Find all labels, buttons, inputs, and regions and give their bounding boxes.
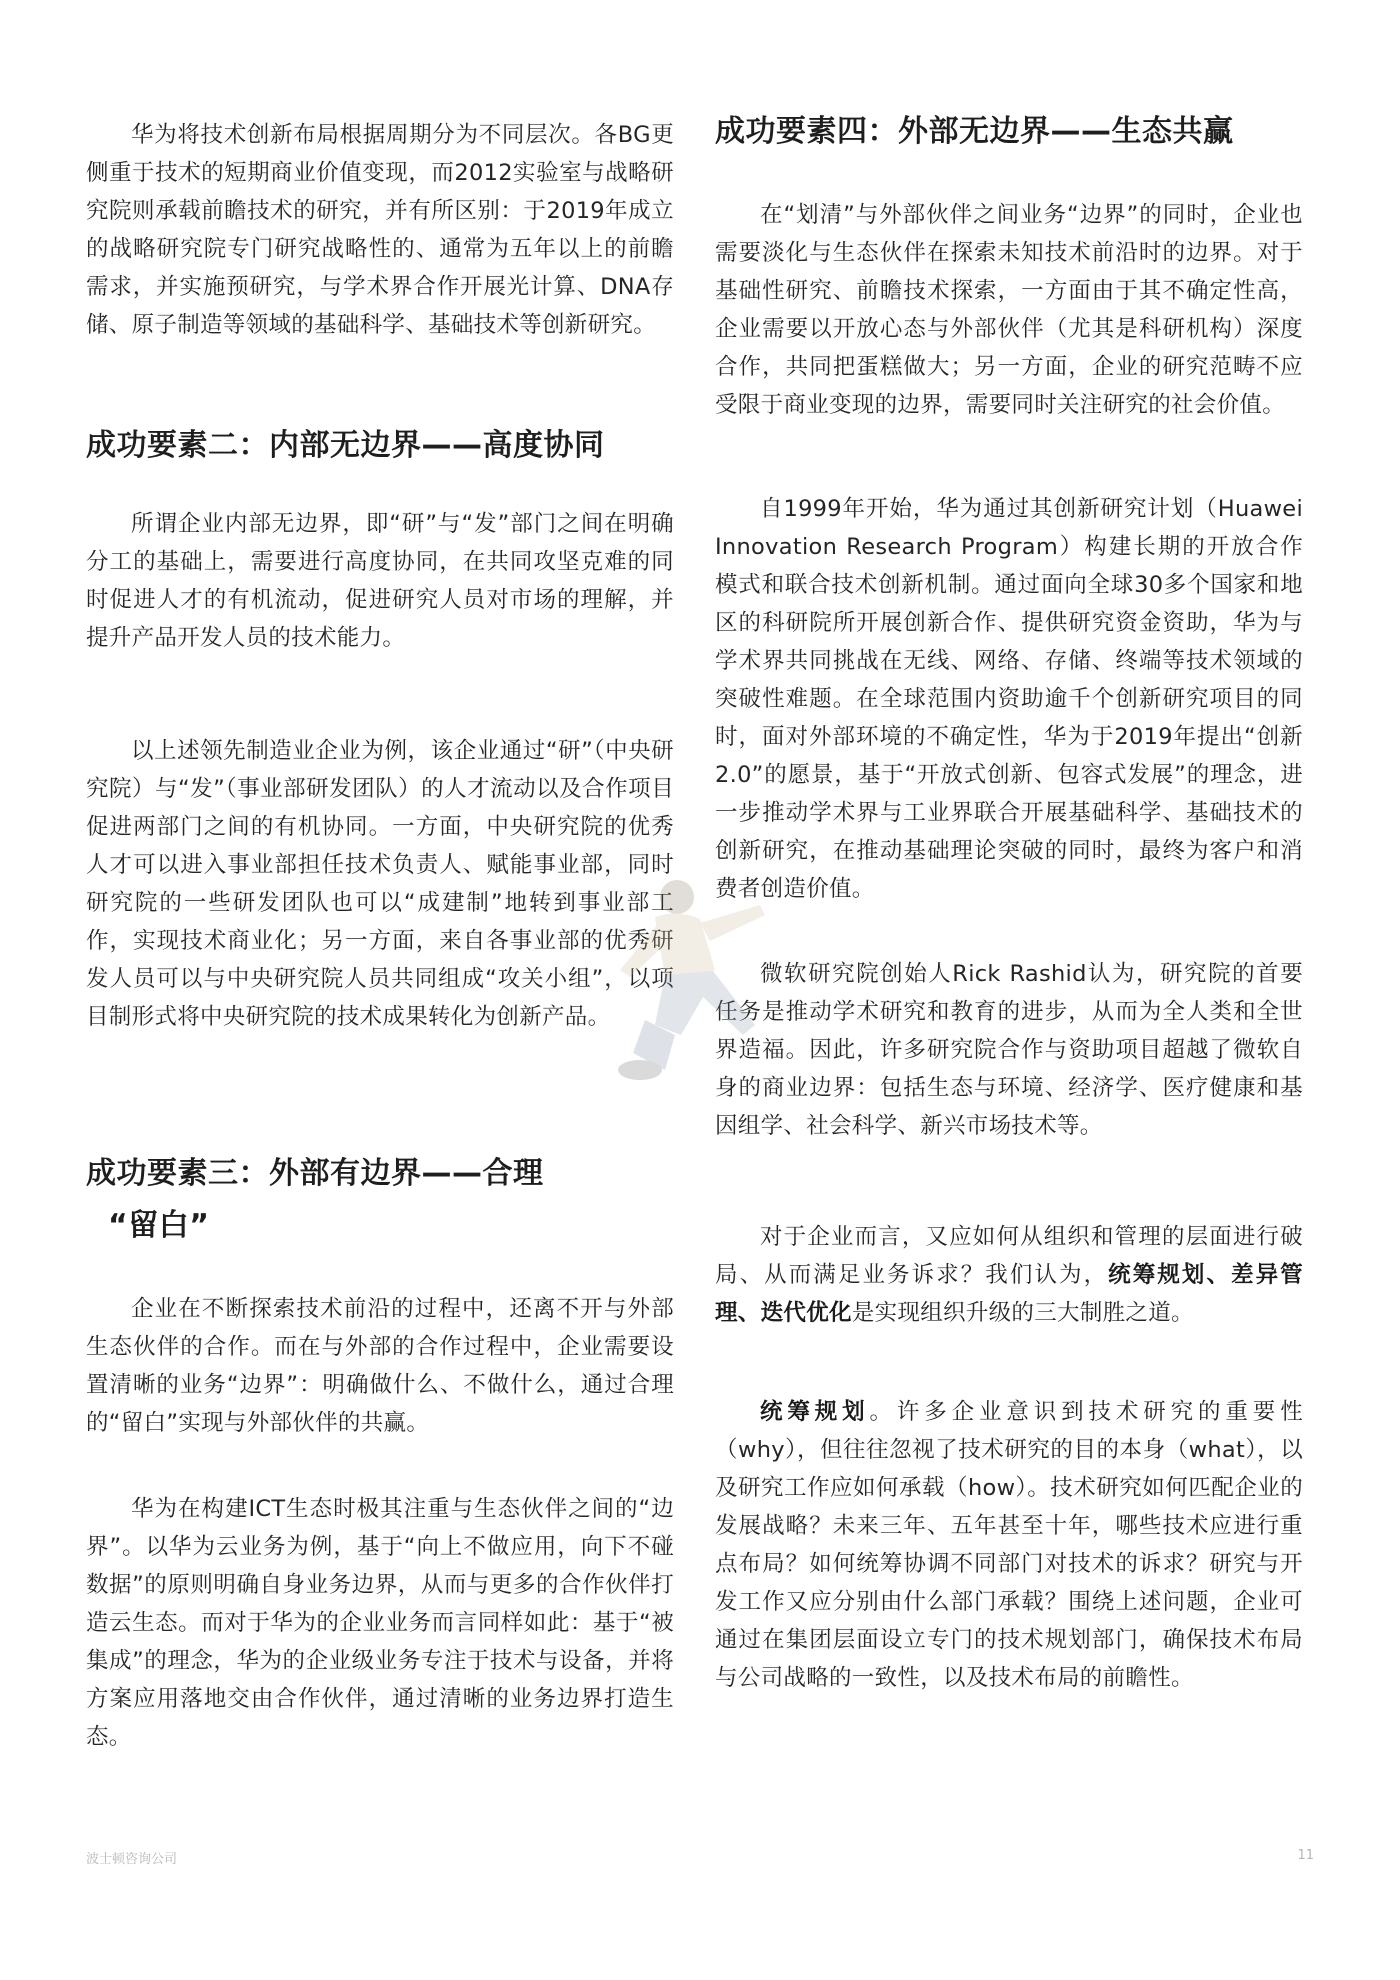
right-paragraph-5-text: 。许多企业意识到技术研究的重要性（why），但往往忽视了技术研究的目的本身（what），以及研究工作应如何承载（how）。技术研究如何匹配企业的发展战略？未来三年、五年甚至十年，哪些技术应进行重点布局？如何统筹协调不同部门对技术的诉求？研究与开发工作又应分别由什么部门承载？围绕上述问题，企业可通过在集团层面设立专门的技术规划部门，确保技术布局与公司战略的一致性，以及技术布局的前瞻性。 xyxy=(715,1399,1303,1691)
watermark-head xyxy=(660,880,694,914)
right-paragraph-3: 微软研究院创始人Rick Rashid认为，研究院的首要任务是推动学术研究和教育的进步，从而为全人类和全世界造福。因此，许多研究院合作与资助项目超越了微软自身的商业边界：包括生态与环境、经济学、医疗健康和基因组学、社会科学、新兴市场技术等。 xyxy=(715,961,1303,1139)
left-paragraph-2: 所谓企业内部无边界，即“研”与“发”部门之间在明确分工的基础上，需要进行高度协同，在共同攻坚克难的同时促进人才的有机流动，促进研究人员对市场的理解，并提升产品开发人员的技术能力。 xyxy=(86,511,674,651)
section-heading-4: 成功要素四：外部无边界——生态共赢 xyxy=(715,114,1234,149)
right-paragraph-2: 自1999年开始，华为通过其创新研究计划（Huawei Innovation Research Program）构建长期的开放合作模式和联合技术创新机制。通过面向全球30多个国家和地区的科研院所开展创新合作、提供研究资金资助，华为与学术界共同挑战在无线、网络、存储、终端等技术领域的突破性难题。在全球范围内资助逾千个创新研究项目的同时，面对外部环境的不确定性，华为于2019年提出“创新2.0”的愿景，基于“开放式创新、包容式发展”的理念，进一步推动学术界与工业界联合开展基础科学、基础技术的创新研究，在推动基础理论突破的同时，最终为客户和消费者创造价值。 xyxy=(715,496,1303,902)
right-paragraph-5 xyxy=(715,1393,1303,1697)
footer-publisher: 波士顿咨询公司 xyxy=(86,1852,178,1867)
footer-page-number: 11 xyxy=(1297,1848,1314,1863)
left-paragraph-3: 以上述领先制造业企业为例，该企业通过“研”（中央研究院）与“发”（事业部研发团队）的人才流动以及合作项目促进两部门之间的有机协同。一方面，中央研究院的优秀人才可以进入事业部担任技术负责人、赋能事业部，同时研究院的一些研发团队也可以“成建制”地转到事业部工作，实现技术商业化；另一方面，来自各事业部的优秀研发人员可以与中央研究院人员共同组成“攻关小组”，以项目制形式将中央研究院的技术成果转化为创新产品。 xyxy=(86,738,674,1030)
right-paragraph-4-text: 对于企业而言，又应如何从组织和管理的层面进行破局、从而满足业务诉求？我们认为， xyxy=(715,1224,1303,1288)
section-heading-3-line-2: “留白” xyxy=(108,1208,210,1243)
watermark-shoe xyxy=(618,1060,662,1080)
right-paragraph-4 xyxy=(715,1218,1303,1332)
right-paragraph-5-emphasis: 统筹规划 xyxy=(760,1399,870,1425)
watermark-arm-right xyxy=(700,905,765,941)
section-heading-2: 成功要素二：内部无边界——高度协同 xyxy=(86,428,605,463)
right-paragraph-1: 在“划清”与外部伙伴之间业务“边界”的同时，企业也需要淡化与生态伙伴在探索未知技术前沿时的边界。对于基础性研究、前瞻技术探索，一方面由于其不确定性高，企业需要以开放心态与外部伙伴（尤其是科研机构）深度合作，共同把蛋糕做大；另一方面，企业的研究范畴不应受限于商业变现的边界，需要同时关注研究的社会价值。 xyxy=(715,202,1303,418)
left-paragraph-1: 华为将技术创新布局根据周期分为不同层次。各BG更侧重于技术的短期商业价值变现，而2012实验室与战略研究院则承载前瞻技术的研究，并有所区别：于2019年成立的战略研究院专门研究战略性的、通常为五年以上的前瞻需求，并实施预研究，与学术界合作开展光计算、DNA存储、原子制造等领域的基础科学、基础技术等创新研究。 xyxy=(86,122,674,338)
right-paragraph-4-emphasis: 统筹规划、差异管理、迭代优化 xyxy=(715,1262,1303,1326)
section-heading-3 xyxy=(86,1148,686,1252)
watermark-legs xyxy=(655,971,755,1035)
right-paragraph-4-tail: 是实现组织升级的三大制胜之道。 xyxy=(851,1300,1194,1326)
left-paragraph-5: 华为在构建ICT生态时极其注重与生态伙伴之间的“边界”。以华为云业务为例，基于“向上不做应用，向下不碰数据”的原则明确自身业务边界，从而与更多的合作伙伴打造云生态。而对于华为的企业业务而言同样如此：基于“被集成”的理念，华为的企业级业务专注于技术与设备，并将方案应用落地交由合作伙伴，通过清晰的业务边界打造生态。 xyxy=(86,1496,674,1750)
section-heading-3-line-1: 成功要素三：外部有边界——合理 xyxy=(86,1156,544,1191)
running-figure-icon xyxy=(585,875,820,1105)
left-paragraph-4: 企业在不断探索技术前沿的过程中，还离不开与外部生态伙伴的合作。而在与外部的合作过程中，企业需要设置清晰的业务“边界”：明确做什么、不做什么，通过合理的“留白”实现与外部伙伴的共赢。 xyxy=(86,1296,674,1436)
